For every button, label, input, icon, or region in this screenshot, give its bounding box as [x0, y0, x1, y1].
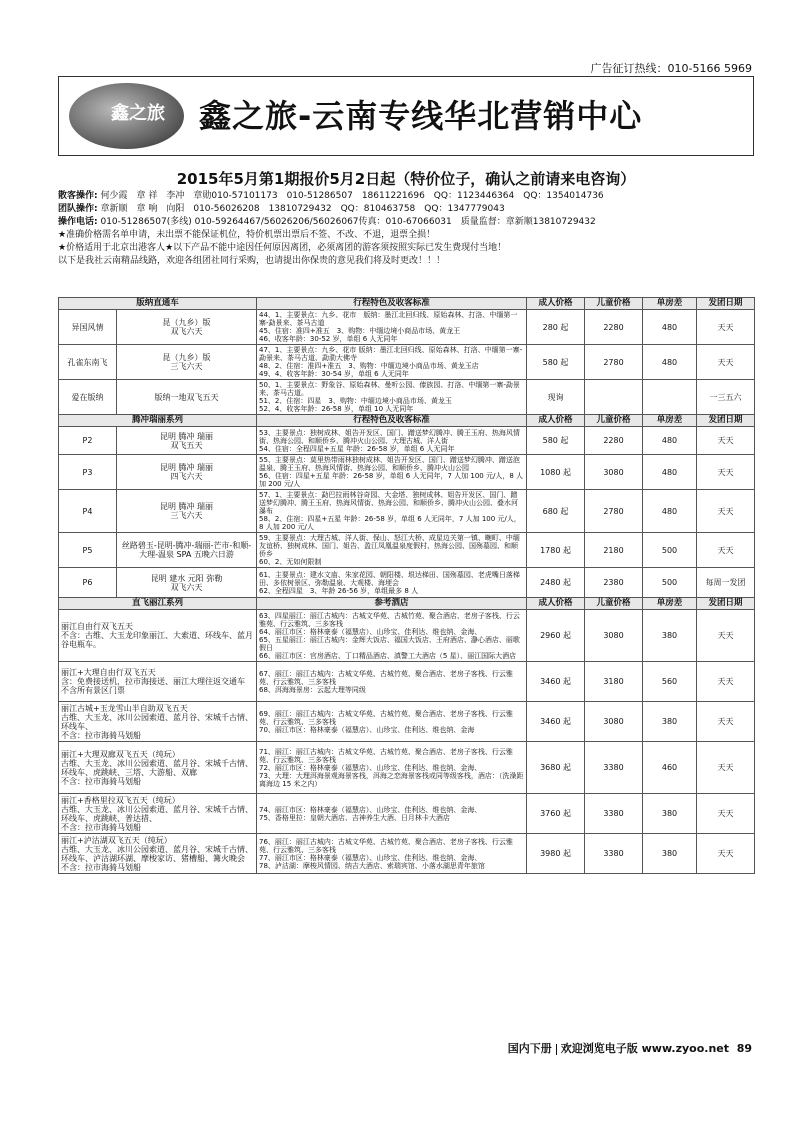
- route-name: 昆明 建水 元阳 弥勒 双飞六天: [117, 568, 257, 598]
- table-row: [59, 533, 755, 568]
- departure-days: 天天: [697, 455, 755, 490]
- header-banner: [58, 76, 754, 156]
- adult-price: 580 起: [527, 345, 585, 380]
- table-row: [59, 568, 755, 598]
- section-header-row: [59, 598, 755, 610]
- departure-days: 天天: [697, 662, 755, 702]
- table-row: [59, 427, 755, 455]
- product-code: 爱在版纳: [59, 380, 117, 415]
- single-supplement: 480: [643, 455, 697, 490]
- table-row: [59, 662, 755, 702]
- ad-hotline: 广告征订热线：010-5166 5969: [590, 62, 752, 75]
- child-price: 3180: [585, 662, 643, 702]
- single-supplement: 480: [643, 427, 697, 455]
- route-detail: 57、1、主要景点：勐巴拉雨林谷奇园、大金塔、独树成林、姐告开发区、国门、蹭送梦幻腾冲、腾王玉府、热海风情街、热海公园、和顺侨乡、腾冲火山公园、叠水河瀑布 58、2、住宿：四星+五星 年龄：26-58 岁，单组 6 人无同年，7 人加 100 元/人，8 人加 200 元/人: [257, 490, 527, 533]
- single-supplement: 480: [643, 345, 697, 380]
- adult-price: 现询: [527, 380, 585, 415]
- route-detail: 53、主要景点：独树成林、姐告开发区、国门、蹭送梦幻腾冲、腾王玉府、热海风情街、热海公园、和顺侨乡、腾冲火山公园、大理古城、洋人街 54、住宿：全程四星+五星 年龄：26-58 岁，单组 6 人无同年: [257, 427, 527, 455]
- child-price: 3080: [585, 702, 643, 742]
- section-header-row: [59, 415, 755, 427]
- route-detail: 74、丽江市区：格林豪泰（福慧店）、山珍宝、佳利达、维也纳、金海、 75、香格里拉：皇朝大酒店、吉神养生大酒、日月林卡大酒店: [257, 794, 527, 834]
- child-price: 3380: [585, 834, 643, 874]
- table-row: [59, 610, 755, 662]
- note-3: 以下是我社云南精品线路，欢迎各组团社同行采购，也请提出你保贵的意见我们将及时更改！！！: [58, 256, 446, 266]
- child-price: 3380: [585, 742, 643, 794]
- route-name: 丝路碧玉-昆明-腾冲-瑞丽-芒市-和顺-大理-温泉 SPA 五晚六日游: [117, 533, 257, 568]
- child-price: 2780: [585, 490, 643, 533]
- route-detail: 55、主要景点：莫里热带雨林独树成林、姐告开发区、国门、蹭送梦幻腾冲、蹭送泡温泉、腾王玉府、热海风情街、热海公园、和顺侨乡、腾冲火山公园 56、住宿：四星+五星 年龄：26-58 岁，单组 6 人无同年，7 人加 100 元/人，8 人加 200 元/人: [257, 455, 527, 490]
- adult-price: 3680 起: [527, 742, 585, 794]
- adult-price: 3460 起: [527, 662, 585, 702]
- product-code: 孔雀东南飞: [59, 345, 117, 380]
- product-code: P5: [59, 533, 117, 568]
- table-row: [59, 834, 755, 874]
- logo-mark: 鑫之旅: [111, 103, 165, 124]
- departure-days: 一三五六: [697, 380, 755, 415]
- section-header-row: [59, 298, 755, 310]
- route-detail: 61、主要景点：建水文庙、朱家花园、朝阳楼、垠达梯田、国殇墓园、老虎嘴日落梯田、多依树景区、弥勒温泉、大观楼、海埂会 62、全程四星 3、年龄 26-56 岁，单组最多 8 人: [257, 568, 527, 598]
- product-code: 异国风情: [59, 310, 117, 345]
- group-ops-line: 团队操作: 章新顺 章 响 向阳 010-56026208 13810729432 QQ：810463758 QQ：1347779043: [58, 204, 505, 214]
- product-code: P6: [59, 568, 117, 598]
- col-adult-price: 成人价格: [527, 415, 585, 427]
- single-supplement: 480: [643, 490, 697, 533]
- route-name: 昆（九乡）版 双飞六天: [117, 310, 257, 345]
- adult-price: 1080 起: [527, 455, 585, 490]
- col-single-supplement: 单房差: [643, 415, 697, 427]
- retail-ops-line: 散客操作: 何少霞 章 祥 李冲 章勋010-57101173 010-51286507 18611221696 QQ：1123446364 QQ：1354014736: [58, 191, 604, 201]
- price-headline: 2015年5月第1期报价5月2日起（特价位子，确认之前请来电咨询）: [176, 170, 636, 188]
- route-name: 丽江+大理自由行双飞五天 含：免费接送机，拉市海接送、丽江大理往返交通车 不含所有景区门票: [59, 662, 257, 702]
- product-code: P4: [59, 490, 117, 533]
- detail-header: 行程特色及收客标准: [257, 415, 527, 427]
- departure-days: 天天: [697, 427, 755, 455]
- table-row: [59, 310, 755, 345]
- child-price: 3380: [585, 794, 643, 834]
- col-departure: 发团日期: [697, 415, 755, 427]
- footer-site: 欢迎浏览电子版 www.zyoo.net: [560, 1042, 730, 1055]
- child-price: 2180: [585, 533, 643, 568]
- departure-days: 每周一发团: [697, 568, 755, 598]
- route-detail: 63、四星丽江：丽江古城内：古城文华苑、古城竹苑、聚合酒店、老房子客栈、行云雅苑、行云雅筑、三多客栈 64、丽江市区：格林豪泰（福慧店）、山珍宝、佳利达、维也纳、金海、 65、五星丽江：丽江古城内：金辉大饭店、福国大饭店、王府酒店、瀞心酒店、丽歌假日 66、丽江市区：官房酒店、丁口精品酒店、滇警工大酒店（5 星）、丽江国际大酒店: [257, 610, 527, 662]
- adult-price: 3460 起: [527, 702, 585, 742]
- note-2: ★价格适用于北京出港客人★以下产品不能中途因任何原因离团，必须离团的游客须按照实际已发生费现付当地！: [58, 243, 507, 253]
- table-row: [59, 345, 755, 380]
- single-supplement: 380: [643, 610, 697, 662]
- single-supplement: 380: [643, 834, 697, 874]
- footer: [508, 1040, 752, 1056]
- single-supplement: 480: [643, 310, 697, 345]
- table-row: [59, 490, 755, 533]
- route-name: 丽江古城+玉龙雪山半自助双飞五天 古维、大玉龙、冰川公园索道、蓝月谷、宋城千古情、环线车、 不含：拉市海骑马划船: [59, 702, 257, 742]
- col-child-price: 儿童价格: [585, 298, 643, 310]
- single-supplement: 380: [643, 702, 697, 742]
- departure-days: 天天: [697, 310, 755, 345]
- table-row: [59, 702, 755, 742]
- detail-header: 参考酒店: [257, 598, 527, 610]
- child-price: 2280: [585, 310, 643, 345]
- adult-price: 1780 起: [527, 533, 585, 568]
- single-supplement: 500: [643, 533, 697, 568]
- table-row: [59, 794, 755, 834]
- adult-price: 3760 起: [527, 794, 585, 834]
- contact-info: [58, 190, 754, 268]
- col-departure: 发团日期: [697, 298, 755, 310]
- price-table: [58, 297, 755, 874]
- route-name: 丽江自由行双飞五天 不含：古维、大玉龙印象丽江、大索道、环线车、蓝月谷电瓶车。: [59, 610, 257, 662]
- departure-days: 天天: [697, 702, 755, 742]
- route-name: 丽江+泸沽湖双飞五天（纯玩） 古维、大玉龙、冰川公园索道、蓝月谷、宋城千古情、环线车、泸沽湖环湖、摩梭家访、猪槽船、篝火晚会 不含：拉市海骑马划船: [59, 834, 257, 874]
- col-departure: 发团日期: [697, 598, 755, 610]
- adult-price: 680 起: [527, 490, 585, 533]
- col-child-price: 儿童价格: [585, 598, 643, 610]
- departure-days: 天天: [697, 834, 755, 874]
- phone-line: 操作电话: 010-51286507(多线) 010-59264467/56026206/56026067传真：010-67066031 质量监督：章新顺13810729432: [58, 217, 596, 227]
- single-supplement: 500: [643, 568, 697, 598]
- route-name: 丽江+香格里拉双飞五天（纯玩） 古维、大玉龙、冰川公园索道、蓝月谷、宋城千古情、环线车、虎跳峡、普达措、 不含：拉市海骑马划船: [59, 794, 257, 834]
- route-detail: 67、丽江：丽江古城内：古城文华苑、古城竹苑、聚合酒店、老房子客栈、行云雅苑、行云雅筑、三多客栈 68、洱海海景房：云起大理等同级: [257, 662, 527, 702]
- adult-price: 3980 起: [527, 834, 585, 874]
- route-name: 昆明 腾冲 瑞丽 三飞六天: [117, 490, 257, 533]
- route-detail: 69、丽江：丽江古城内：古城文华苑、古城竹苑、聚合酒店、老房子客栈、行云雅苑、行云雅筑、三多客栈 70、丽江市区：格林豪泰（福慧店）、山珍宝、佳利达、维也纳、金海: [257, 702, 527, 742]
- child-price: 3080: [585, 610, 643, 662]
- adult-price: 2480 起: [527, 568, 585, 598]
- col-adult-price: 成人价格: [527, 598, 585, 610]
- adult-price: 580 起: [527, 427, 585, 455]
- section-title: 版纳直通车: [59, 298, 257, 310]
- route-detail: 71、丽江：丽江古城内：古城文华苑、古城竹苑、聚合酒店、老房子客栈、行云雅苑、行云雅筑、三多客栈 72、丽江市区：格林豪泰（福慧店）、山珍宝、佳利达、维也纳、金海、 73、大理：大理洱海景观海景客栈，洱海之恋海景客栈或同等级客栈，酒店：（洗澡距离海边 15 米之内）: [257, 742, 527, 794]
- route-name: 昆明 腾冲 瑞丽 四飞六天: [117, 455, 257, 490]
- route-name: 昆（九乡）版 三飞六天: [117, 345, 257, 380]
- table-row: [59, 455, 755, 490]
- departure-days: 天天: [697, 794, 755, 834]
- departure-days: 天天: [697, 610, 755, 662]
- brand-title: 鑫之旅-云南专线华北营销中心: [199, 97, 643, 135]
- adult-price: 280 起: [527, 310, 585, 345]
- child-price: 2280: [585, 427, 643, 455]
- product-code: P3: [59, 455, 117, 490]
- single-supplement: [643, 380, 697, 415]
- route-detail: 47、1、主要景点：九乡、花市 版纳：墨江北回归线、原始森林、打洛、中缅第一寨-勐景来、茶马古道、勐泐大佛寺 48、2、住宿：准四+准五 3、购物：中缅边境小商品市场、黄龙玉店 49、4、收客年龄：30-54 岁，单组 6 人无同年: [257, 345, 527, 380]
- col-adult-price: 成人价格: [527, 298, 585, 310]
- table-row: [59, 380, 755, 415]
- departure-days: 天天: [697, 742, 755, 794]
- departure-days: 天天: [697, 490, 755, 533]
- footer-separator: [556, 1044, 557, 1055]
- departure-days: 天天: [697, 533, 755, 568]
- route-detail: 44、1、主要景点：九乡、花市 版纳：墨江北回归线、原始森林、打洛、中缅第一寨-勐景来、茶马古道 45、住宿：准四+准五 3、购物：中缅边境小商品市场、黄龙王 46、收客年龄：30-52 岁，单组 6 人无同年: [257, 310, 527, 345]
- col-single-supplement: 单房差: [643, 598, 697, 610]
- route-detail: 50、1、主要景点：野象谷、原始森林、曼听公园、傣族园、打洛、中缅第一寨-勐景来、茶马古道。 51、2、住宿：四星 3、购物：中缅边境小商品市场、黄龙玉 52、4、收客年龄：26-58 岁，单组 10 人无同年: [257, 380, 527, 415]
- single-supplement: 460: [643, 742, 697, 794]
- route-name: 丽江+大理双廊双飞五天（纯玩） 古维、大玉龙、冰川公园索道、蓝月谷、宋城千古情、环线车、虎跳峡、三塔、大游船、双廊 不含：拉市海骑马划船: [59, 742, 257, 794]
- col-child-price: 儿童价格: [585, 415, 643, 427]
- table-row: [59, 742, 755, 794]
- adult-price: 2960 起: [527, 610, 585, 662]
- single-supplement: 560: [643, 662, 697, 702]
- note-1: ★准确价格需名单申请，未出票不能保证机位，特价机票出票后不签、不改、不退，退票全损！: [58, 230, 436, 240]
- single-supplement: 380: [643, 794, 697, 834]
- detail-header: 行程特色及收客标准: [257, 298, 527, 310]
- route-detail: 59、主要景点：大理古城、洋人街、保山、怒江大桥、成星边关第一镇、畹町、中缅友谊桥、独树成林、国门、姐告、盈江凤凰温泉度假村、热海公园、国殇墓园、和顺侨乡 60、2、无如何限制: [257, 533, 527, 568]
- route-name: 版纳一地双飞五天: [117, 380, 257, 415]
- child-price: 2780: [585, 345, 643, 380]
- footer-section: 国内下册: [507, 1042, 552, 1055]
- departure-days: 天天: [697, 345, 755, 380]
- brand-logo: [69, 83, 184, 149]
- section-title: 直飞丽江系列: [59, 598, 257, 610]
- page-number: 89: [736, 1042, 752, 1055]
- col-single-supplement: 单房差: [643, 298, 697, 310]
- section-title: 腾冲瑞丽系列: [59, 415, 257, 427]
- child-price: 2380: [585, 568, 643, 598]
- child-price: [585, 380, 643, 415]
- child-price: 3080: [585, 455, 643, 490]
- route-detail: 76、丽江：丽江古城内：古城文华苑、古城竹苑、聚合酒店、老房子客栈、行云雅苑、行云雅筑、三多客栈 77、丽江市区：格林豪泰（福慧店）、山珍宝、佳利达、维也纳、金海、 78、泸沽湖：摩梭风情园、纳吉大酒店、索瑞宾馆、小落水湖思青年旅馆: [257, 834, 527, 874]
- route-name: 昆明 腾冲 瑞丽 双飞五天: [117, 427, 257, 455]
- product-code: P2: [59, 427, 117, 455]
